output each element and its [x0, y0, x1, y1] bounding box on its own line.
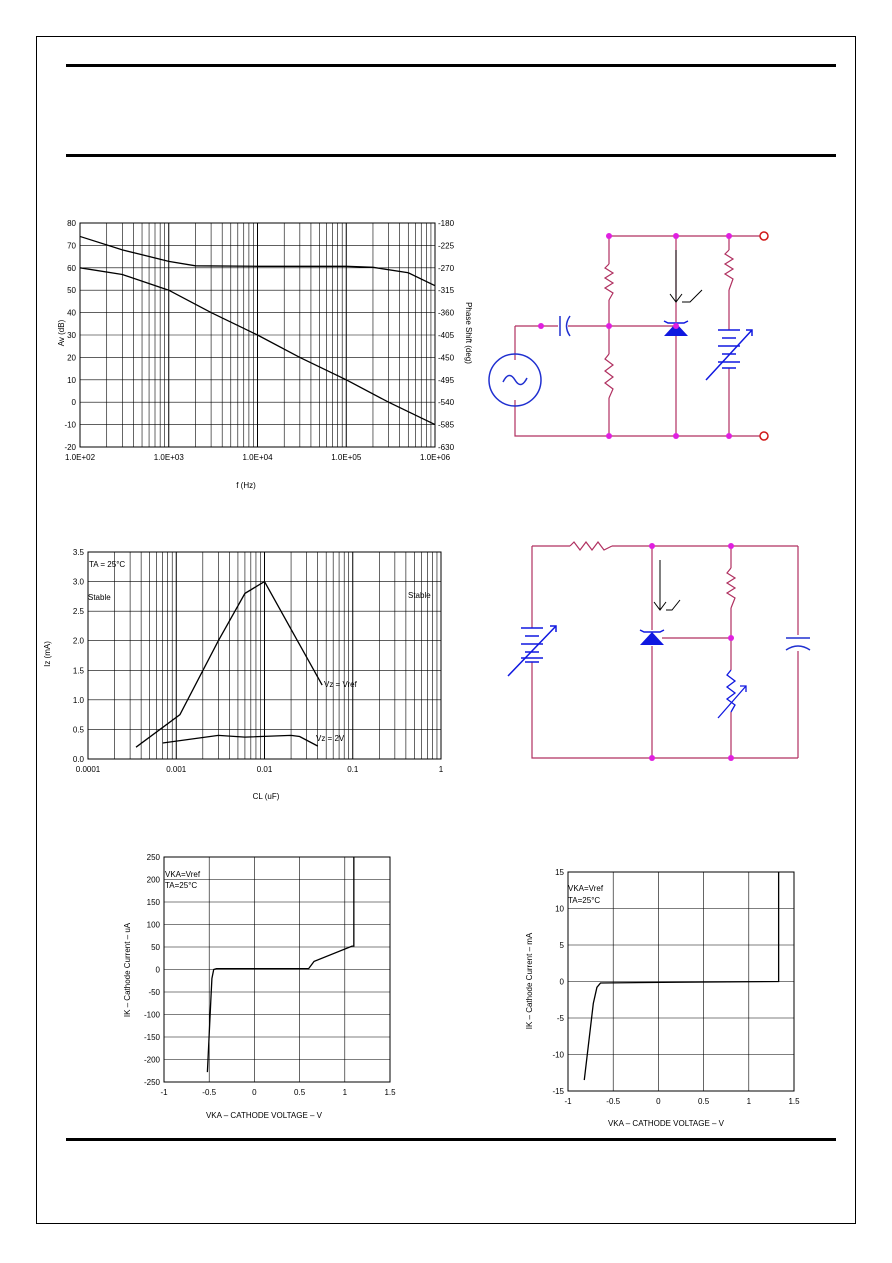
- grid: [88, 552, 441, 759]
- y-tick-label: 15: [555, 868, 564, 877]
- resistors: [605, 250, 733, 398]
- y-tick-label: 10: [67, 375, 76, 385]
- series-line-0: [207, 857, 353, 1072]
- y2-tick-label: -360: [438, 308, 455, 318]
- x-tick-label: 0: [252, 1088, 257, 1097]
- x-tick-label: 0.01: [256, 765, 273, 774]
- resistor-bottom: [605, 354, 613, 398]
- grid: [164, 857, 390, 1082]
- x-axis-label: VKA – CATHODE VOLTAGE – V: [205, 1111, 323, 1120]
- y-tick-label: -250: [143, 1078, 160, 1087]
- y2-tick-label: -630: [438, 443, 455, 452]
- header-bottom-rule: [66, 154, 836, 157]
- gain-phase-chart: [20, 205, 480, 505]
- y-tick-label: 0: [155, 965, 160, 975]
- x-tick-label: 1.0E+06: [419, 453, 451, 462]
- x-tick-label: 1: [746, 1097, 752, 1106]
- y-tick-label: 2.5: [72, 607, 84, 617]
- resistor-right: [725, 250, 733, 290]
- y-axis-label: Iz (mA): [43, 641, 52, 667]
- resistor-top: [605, 264, 613, 300]
- y-tick-label: 3.0: [72, 577, 84, 587]
- x-tick-label: 0.0001: [75, 765, 101, 774]
- variable-resistor: [718, 670, 746, 718]
- stable-left-annotation: Stable: [88, 593, 111, 602]
- x-tick-label: 0: [656, 1097, 661, 1106]
- y-tick-label: 50: [151, 943, 160, 952]
- x-axis-label: f (Hz): [236, 481, 256, 490]
- y-tick-label: 0.0: [72, 755, 84, 764]
- series-label-2v: Vz = 2V: [316, 734, 345, 743]
- y-tick-label: -200: [143, 1055, 160, 1065]
- wires: [532, 546, 798, 758]
- x-tick-label: 0.1: [347, 765, 359, 774]
- x-tick-label: 1.0E+03: [153, 453, 184, 462]
- series-label-vref: Vz = Vref: [324, 680, 357, 689]
- load-capacitor: [786, 638, 810, 650]
- nodes: [538, 233, 732, 439]
- x-tick-label: -1: [564, 1097, 572, 1106]
- stable-right-annotation: Stable: [408, 591, 431, 600]
- zener-diode: [640, 630, 664, 645]
- x-tick-label: 1.0E+02: [64, 453, 96, 462]
- x-tick-label: -0.5: [202, 1088, 217, 1097]
- series-line-0: [136, 582, 322, 748]
- y-tick-label: 1.0: [72, 695, 84, 705]
- y-tick-label: 2.0: [72, 636, 84, 646]
- series-line-1: [163, 735, 318, 746]
- x-tick-label: -0.5: [606, 1097, 621, 1106]
- y-tick-label: 150: [146, 898, 160, 907]
- y2-tick-label: -450: [438, 353, 455, 363]
- y-tick-label: 0: [559, 977, 564, 987]
- vka-annotation: VKA=Vref: [165, 870, 201, 879]
- y-tick-label: 20: [67, 353, 76, 363]
- y-tick-label: -20: [64, 443, 76, 452]
- y-tick-label: 30: [67, 331, 76, 340]
- y2-tick-label: -225: [438, 241, 455, 251]
- ta-annotation: TA=25°C: [165, 881, 198, 890]
- x-tick-label: 1: [342, 1088, 348, 1097]
- y-tick-label: 0.5: [72, 725, 84, 735]
- x-axis-label: CL (uF): [252, 792, 280, 801]
- current-arrow: [670, 250, 702, 302]
- wires: [515, 236, 764, 436]
- y2-tick-label: -585: [438, 420, 455, 430]
- stability-chart: [20, 540, 460, 815]
- y-tick-label: 50: [67, 286, 76, 296]
- header-top-rule: [66, 64, 836, 67]
- y2-tick-label: -180: [438, 219, 455, 228]
- y2-tick-label: -270: [438, 263, 455, 273]
- y-tick-label: -100: [143, 1010, 160, 1020]
- x-tick-label: 0.5: [294, 1088, 306, 1097]
- y-tick-label: 0: [71, 398, 76, 408]
- y-tick-label: 250: [146, 853, 160, 862]
- upper-resistor: [727, 568, 735, 608]
- x-tick-label: -1: [160, 1088, 168, 1097]
- y-tick-label: 80: [67, 219, 76, 228]
- x-tick-label: 0.001: [166, 765, 187, 774]
- y-tick-label: -10: [64, 420, 76, 430]
- y2-tick-label: -540: [438, 398, 455, 408]
- y-tick-label: 1.5: [72, 666, 84, 676]
- y-tick-label: 5: [559, 941, 564, 950]
- y-tick-label: 100: [146, 920, 160, 930]
- x-tick-label: 1.0E+05: [331, 453, 362, 462]
- nodes: [649, 543, 734, 761]
- current-arrow: [654, 560, 680, 610]
- stability-test-schematic: [500, 530, 820, 770]
- terminals: [760, 232, 768, 440]
- y-tick-label: 60: [67, 263, 76, 273]
- y-tick-label: -150: [143, 1033, 160, 1042]
- x-tick-label: 1: [438, 765, 444, 774]
- y-tick-label: 3.5: [72, 548, 84, 557]
- y-axis-label: IK – Cathode Current – uA: [123, 922, 132, 1018]
- x-tick-label: 1.5: [384, 1088, 396, 1097]
- y2-axis-label: Phase Shift (deg): [464, 302, 473, 364]
- y-tick-label: -50: [148, 988, 160, 997]
- y-tick-label: 200: [146, 875, 160, 885]
- y2-tick-label: -315: [438, 286, 455, 296]
- ta-annotation: TA=25°C: [568, 896, 601, 905]
- y-tick-label: 10: [555, 904, 564, 914]
- gain-test-schematic: [470, 220, 790, 450]
- y-tick-label: -15: [552, 1087, 564, 1096]
- y-tick-label: 40: [67, 308, 76, 318]
- x-tick-label: 1.0E+04: [242, 453, 273, 462]
- ac-source: [489, 354, 541, 406]
- y-tick-label: 70: [67, 241, 76, 251]
- x-tick-label: 0.5: [698, 1097, 710, 1106]
- vka-annotation: VKA=Vref: [568, 884, 604, 893]
- y2-tick-label: -495: [438, 375, 455, 385]
- y-tick-label: -5: [556, 1014, 564, 1023]
- x-axis-label: VKA – CATHODE VOLTAGE – V: [607, 1119, 725, 1128]
- cathode-current-ma-chart: [500, 860, 820, 1140]
- cathode-current-ua-chart: [100, 845, 420, 1130]
- y-tick-label: -10: [552, 1050, 564, 1060]
- y-axis-label: IK – Cathode Current – mA: [525, 932, 534, 1030]
- y2-tick-label: -405: [438, 331, 455, 340]
- series-resistor: [570, 542, 612, 550]
- x-tick-label: 1.5: [788, 1097, 800, 1106]
- ta-annotation: TA = 25°C: [89, 560, 126, 569]
- y-axis-label: Av (dB): [57, 319, 66, 347]
